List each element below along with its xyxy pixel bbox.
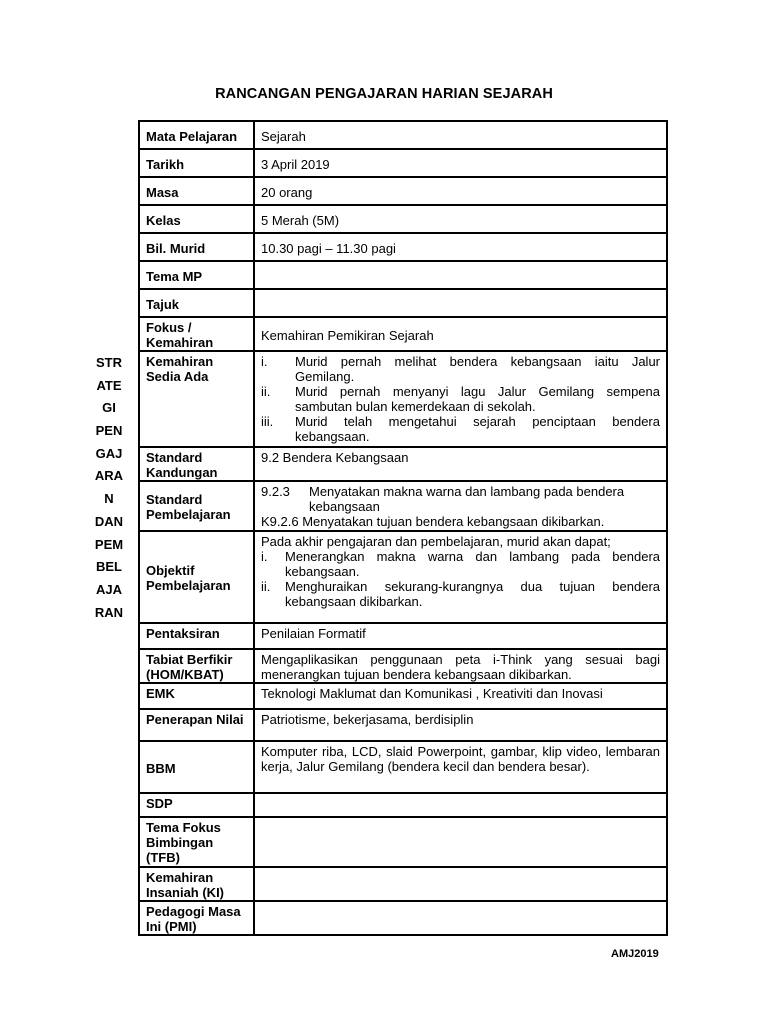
label-masa: Masa [139, 177, 254, 205]
value-fokus: Kemahiran Pemikiran Sejarah [254, 317, 667, 351]
label-sdp: SDP [139, 793, 254, 817]
label-emk: EMK [139, 683, 254, 709]
value-emk: Teknologi Maklumat dan Komunikasi , Kreativiti dan Inovasi [254, 683, 667, 709]
item-number: iii. [261, 414, 274, 429]
side-label-line: GI [102, 400, 116, 416]
side-label-strategi [88, 352, 130, 624]
value-tema-mp [254, 261, 667, 289]
value-tarikh: 3 April 2019 [254, 149, 667, 177]
value-sedia-ada [254, 351, 667, 447]
item-number: ii. [261, 579, 271, 594]
objektif-intro: Pada akhir pengajaran dan pembelajaran, murid akan dapat; [261, 534, 611, 549]
label-tabiat: Tabiat Berfikir (HOM/KBAT) [139, 649, 254, 683]
side-label-line: RAN [94, 604, 124, 620]
sp-text-1b: kebangsaan [309, 499, 380, 514]
list-item [261, 384, 660, 414]
side-label-line: ARA [94, 468, 124, 484]
row-bil-murid [139, 233, 667, 261]
sp-text-1a: Menyatakan makna warna dan lambang pada bendera [309, 484, 625, 499]
value-tfb [254, 817, 667, 867]
list-item [261, 549, 660, 579]
value-ki [254, 867, 667, 901]
row-bbm [139, 741, 667, 793]
item-text: Murid telah mengetahui sejarah penciptaan bendera kebangsaan. [295, 414, 660, 444]
row-pentaksiran [139, 623, 667, 649]
label-pmi: Pedagogi Masa Ini (PMI) [139, 901, 254, 935]
sp-line-2 [261, 514, 660, 529]
row-tajuk [139, 289, 667, 317]
label-standard-pembelajaran: Standard Pembelajaran [139, 481, 254, 531]
side-label-line: PEN [95, 423, 123, 439]
label-objektif: Objektif Pembelajaran [139, 531, 254, 623]
sp-text-2: Menyatakan tujuan bendera kebangsaan dikibarkan. [302, 514, 605, 529]
value-penerapan: Patriotisme, bekerjasama, berdisiplin [254, 709, 667, 741]
label-tajuk: Tajuk [139, 289, 254, 317]
row-pmi [139, 901, 667, 935]
label-penerapan: Penerapan Nilai [139, 709, 254, 741]
row-penerapan [139, 709, 667, 741]
label-bbm: BBM [139, 741, 254, 793]
row-standard-kandungan [139, 447, 667, 481]
row-standard-pembelajaran [139, 481, 667, 531]
row-sedia-ada [139, 351, 667, 447]
row-ki [139, 867, 667, 901]
value-masa: 20 orang [254, 177, 667, 205]
item-text: Murid pernah melihat bendera kebangsaan iaitu Jalur Gemilang. [295, 354, 660, 384]
row-tema-mp [139, 261, 667, 289]
list-item [261, 579, 660, 609]
side-label-line: BEL [96, 559, 122, 575]
label-fokus: Fokus / Kemahiran [139, 317, 254, 351]
objektif-list [261, 549, 660, 609]
side-label-line: STR [96, 355, 122, 370]
label-tema-mp: Tema MP [139, 261, 254, 289]
item-number: i. [261, 549, 268, 564]
item-text: Murid pernah menyanyi lagu Jalur Gemilang sempena sambutan bulan kemerdekaan di sekolah. [295, 384, 660, 414]
value-objektif [254, 531, 667, 623]
value-tajuk [254, 289, 667, 317]
row-tfb [139, 817, 667, 867]
side-label-line: PEM [94, 536, 124, 552]
label-ki: Kemahiran Insaniah (KI) [139, 867, 254, 901]
value-pmi [254, 901, 667, 935]
value-standard-kandungan: 9.2 Bendera Kebangsaan [254, 447, 667, 481]
label-pentaksiran: Pentaksiran [139, 623, 254, 649]
value-pentaksiran: Penilaian Formatif [254, 623, 667, 649]
row-fokus [139, 317, 667, 351]
row-tabiat [139, 649, 667, 683]
item-text: Menerangkan makna warna dan lambang pada bendera kebangsaan. [285, 549, 660, 579]
sedia-ada-list [261, 354, 660, 444]
sp-line-1 [261, 484, 660, 499]
value-bil-murid: 10.30 pagi – 11.30 pagi [254, 233, 667, 261]
label-mata-pelajaran: Mata Pelajaran [139, 121, 254, 149]
row-masa [139, 177, 667, 205]
footer-code: AMJ2019 [611, 948, 659, 960]
side-label-line: DAN [94, 513, 124, 529]
item-text: Menghuraikan sekurang-kurangnya dua tujuan bendera kebangsaan dikibarkan. [285, 579, 660, 609]
label-sedia-ada: Kemahiran Sedia Ada [139, 351, 254, 447]
list-item [261, 354, 660, 384]
side-label-line: AJA [95, 581, 122, 597]
row-sdp [139, 793, 667, 817]
label-tarikh: Tarikh [139, 149, 254, 177]
row-tarikh [139, 149, 667, 177]
row-objektif [139, 531, 667, 623]
list-item [261, 414, 660, 444]
value-kelas: 5 Merah (5M) [254, 205, 667, 233]
value-tabiat: Mengaplikasikan penggunaan peta i-Think yang sesuai bagi menerangkan tujuan bendera kebangsaan dikibarkan. [254, 649, 667, 683]
value-standard-pembelajaran [254, 481, 667, 531]
label-standard-kandungan: Standard Kandungan [139, 447, 254, 481]
lesson-plan-table [138, 120, 668, 936]
document-title: RANCANGAN PENGAJARAN HARIAN SEJARAH [215, 86, 553, 102]
side-label-line: N [104, 491, 114, 507]
value-bbm: Komputer riba, LCD, slaid Powerpoint, gambar, klip video, lembaran kerja, Jalur Gemilang (bendera kecil dan bendera besar). [254, 741, 667, 793]
sp-code-2: K9.2.6 [261, 514, 299, 529]
item-number: ii. [261, 384, 271, 399]
row-emk [139, 683, 667, 709]
row-mata-pelajaran [139, 121, 667, 149]
row-kelas [139, 205, 667, 233]
value-mata-pelajaran: Sejarah [254, 121, 667, 149]
side-label-line: GAJ [95, 445, 123, 461]
label-kelas: Kelas [139, 205, 254, 233]
sp-code-1: 9.2.3 [261, 484, 290, 499]
label-tfb: Tema Fokus Bimbingan (TFB) [139, 817, 254, 867]
label-bil-murid: Bil. Murid [139, 233, 254, 261]
value-sdp [254, 793, 667, 817]
item-number: i. [261, 354, 268, 369]
side-label-line: ATE [96, 377, 122, 393]
